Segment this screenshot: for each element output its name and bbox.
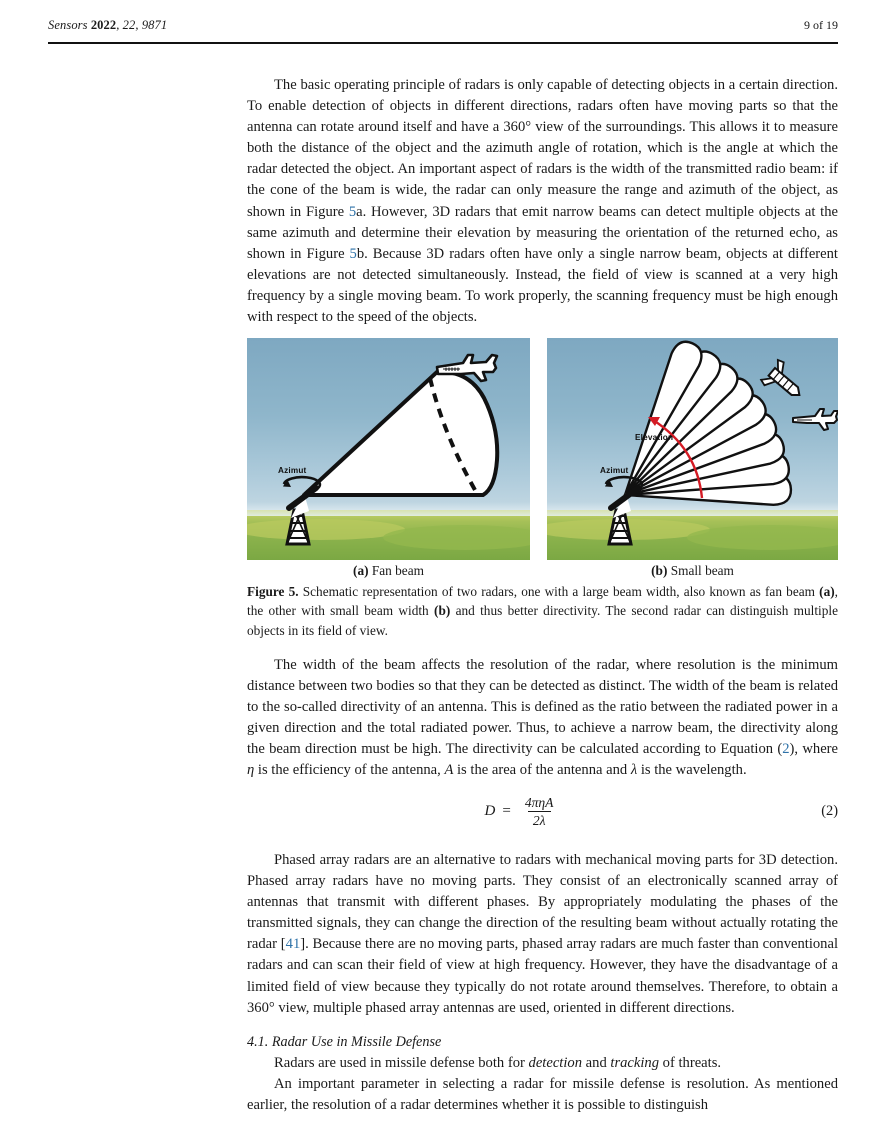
symbol-lambda: λ [630, 762, 638, 779]
figure-link-5a[interactable]: 5 [348, 203, 357, 220]
paragraph-text-part: of threats. [659, 1055, 722, 1071]
figure-subcaption-a [247, 563, 530, 579]
paragraph-text-part: Phased array radars are an alternative to radars with mechanical moving parts for 3D detection. Phased array radars have no moving parts. They consist of an electronically scanned array of antennas that transmit with different phases. By appropriately modulating the phases of the transmitted signals, they can change the direction of the resulting beam without actually rotating the radar [ [247, 852, 838, 953]
text-column-missile-defense [247, 1053, 838, 1116]
equation-fraction [520, 795, 559, 828]
azimuth-label-a: Azimut [278, 466, 307, 475]
page-number: 9 of 19 [804, 18, 838, 32]
paragraph-beam-resolution [247, 655, 838, 782]
paragraph-text-part: a. However, 3D radars that emit narrow beams can detect multiple objects at the same azimuth and determine their elevation by measuring the orientation of the returned echo, as shown in Figure [247, 203, 838, 262]
page-running-header [48, 18, 838, 33]
beam-lobes-group [611, 338, 791, 510]
figure-panel-b-small-beam [547, 338, 838, 560]
elevation-label-b: Elevation [635, 433, 674, 442]
figure-link-5b[interactable]: 5 [349, 245, 357, 262]
aircraft-icon-b [793, 409, 838, 430]
figure-caption-part: Schematic representation of two radars, one with a large beam width, also known as fan beam [298, 584, 820, 599]
figure-caption-ref-a: (a) [819, 584, 835, 599]
figure-panel-row [247, 338, 838, 560]
figure-caption-ref-b: (b) [434, 603, 451, 619]
equation-2-expression [247, 795, 798, 828]
paragraph-text-part: The width of the beam affects the resolution of the radar, where resolution is the minimum distance between two bodies so that they can be detected as distinct. The width of the beam is related to the so-called directivity of an antenna. This is defined as the ratio between the radiated power in a given direction and the total radiated power. Thus, to achieve a narrow beam, the directivity along the beam direction must be high. The directivity can be calculated according to Equation ( [247, 657, 838, 758]
paragraph-text-part: is the efficiency of the antenna, [254, 762, 445, 779]
figure-subcaptions [247, 563, 838, 579]
equation-2-row [247, 795, 838, 828]
pencil-beam-illustration [547, 338, 838, 560]
subcaption-a-text: Fan beam [368, 563, 424, 578]
figure-caption-part: and thus better directivity. The second radar can distinguish multiple objects in its field of view. [247, 603, 839, 638]
equation-denominator: 2λ [528, 811, 551, 828]
paragraph-text-part: b. Because 3D radars often have only a single narrow beam, objects at different elevations are not detected simultaneously. Instead, the field of view is scanned at a very high frequency by a single moving beam. To work properly, the scanning frequency must be high enough with respect to the speed of the objects. [247, 245, 838, 326]
subcaption-b-text: Small beam [667, 563, 734, 578]
journal-name: Sensors [48, 18, 91, 32]
reference-link-41[interactable]: 41 [285, 936, 301, 953]
symbol-area-A: A [444, 762, 454, 779]
header-rule [48, 42, 838, 44]
subcaption-a-tag: (a) [353, 563, 369, 578]
figure-subcaption-b [547, 563, 838, 579]
text-column-phased-array [247, 850, 838, 1019]
paragraph-resolution-parameter: An important parameter in selecting a radar for missile defense is resolution. As mentioned earlier, the resolution of a radar determines whether it is possible to distinguish [247, 1076, 838, 1114]
paragraph-text-part: The basic operating principle of radars is only capable of detecting objects in a certain direction. To enable detection of objects in different directions, radars often have moving parts so that the antenna can rotate around itself and have a 360° view of the surroundings. This allows it to measure both the distance of the object and the azimuth angle of rotation, which is the angle at which the radar detected the object. An important aspect of radars is the width of the transmitted radio beam: if the cone of the beam is wide, the radar can only measure the range and azimuth of the object, as shown in Figure [247, 77, 838, 220]
equation-equals-sign: = [502, 803, 511, 820]
text-column-directivity [247, 655, 838, 782]
satellite-icon-b [760, 358, 809, 406]
paragraph-text-part: Radars are used in missile defense both for [274, 1055, 529, 1071]
figure-caption-part: , the other with small beam width [247, 584, 838, 619]
equation-numerator: 4πηA [524, 795, 554, 810]
journal-citation [48, 18, 167, 33]
journal-volume-article: , 22, 9871 [116, 18, 168, 32]
text-column-top [247, 75, 838, 328]
subcaption-b-tag: (b) [651, 563, 668, 578]
paragraph-phased-array [247, 850, 838, 1019]
paragraph-text-part: is the area of the antenna and [453, 762, 631, 779]
emphasis-detection: detection [528, 1055, 583, 1071]
paragraph-radar-principle [247, 75, 838, 328]
figure-panel-a-fan-beam [247, 338, 530, 560]
azimuth-label-b: Azimut [600, 466, 629, 475]
paragraph-text-part: is the wavelength. [637, 762, 747, 779]
journal-year: 2022 [90, 18, 117, 32]
paragraph-text-part: ]. Because there are no moving parts, phased array radars are much faster than conventional radars and can scan their field of view at high frequency. However, they have the disadvantage of a limited field of view because they typically do not rotate around themselves. Therefore, to obtain a 360° view, multiple phased array antennas are used, oriented in different directions. [247, 936, 839, 1016]
equation-link-2[interactable]: 2 [782, 741, 790, 758]
figure-caption [247, 582, 838, 640]
emphasis-tracking: tracking [610, 1055, 660, 1071]
paragraph-detection-tracking [247, 1053, 838, 1074]
section-heading-4-1: 4.1. Radar Use in Missile Defense [247, 1034, 442, 1050]
figure-caption-label: Figure 5. [247, 584, 299, 599]
paragraph-text-part: ), where [789, 741, 839, 758]
equation-lhs: D [484, 803, 496, 820]
equation-number: (2) [821, 803, 838, 820]
paragraph-text-part: and [582, 1055, 611, 1071]
figure-5 [247, 338, 838, 560]
fan-beam-illustration [247, 338, 530, 560]
beam-cone-shape [304, 372, 497, 495]
symbol-eta: η [247, 762, 255, 779]
